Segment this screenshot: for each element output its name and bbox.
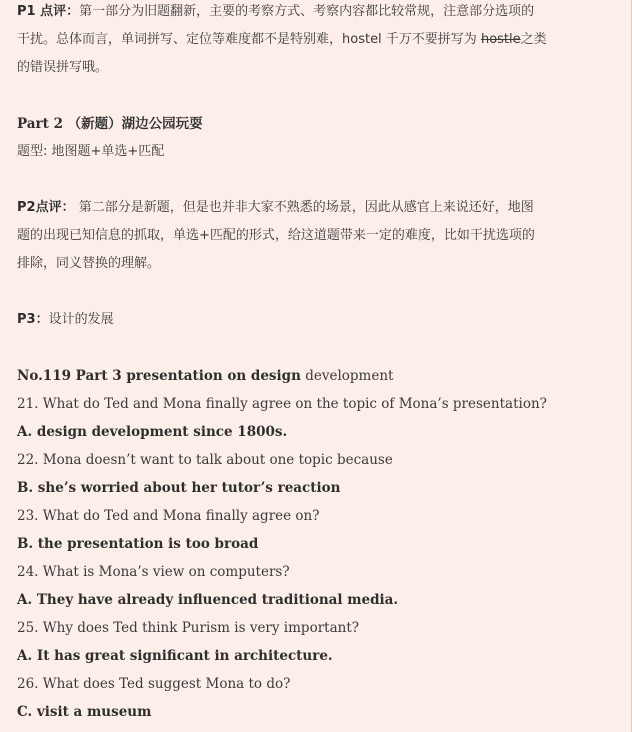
part2-type: 题型: 地图题+单选+匹配 [17, 144, 165, 159]
answer-26: C. visit a museum [17, 704, 152, 720]
p3-title: 设计的发展 [48, 312, 114, 327]
p2-line2: 题的出现已知信息的抓取，单选+匹配的形式，给这道题带来一定的难度，比如干扰选项的 [17, 228, 535, 243]
p1-label: P1 点评： [17, 4, 80, 19]
answer-23: B. the presentation is too broad [17, 536, 259, 552]
section-heading [17, 366, 622, 386]
p3-label: P3： [17, 312, 49, 327]
p1-line1 [17, 2, 622, 22]
p1-text-2-end: 之类 [520, 32, 547, 47]
p2-text-1: 第二部分是新题，但是也并非大家不熟悉的场景，因此从感官上来说还好，地图 [74, 200, 534, 215]
question-23: 23. What do Ted and Mona finally agree on? [17, 508, 320, 524]
question-25: 25. Why does Ted think Purism is very important? [17, 620, 359, 636]
p3-line [17, 310, 622, 330]
p1-text-3: 的错误拼写哦。 [17, 60, 109, 75]
p2-line1 [17, 198, 622, 218]
answer-21: A. design development since 1800s. [17, 424, 288, 440]
p1-text-2: 干扰。总体而言，单词拼写、定位等难度都不是特别难，hostel 千万不要拼写为 [17, 32, 481, 47]
question-22: 22. Mona doesn’t want to talk about one topic because [17, 452, 393, 468]
answer-24: A. They have already influenced traditional media. [17, 592, 399, 608]
section-heading-normal: development [300, 368, 394, 384]
answer-25: A. It has great significant in architecture. [17, 648, 333, 664]
section-heading-bold: No.119 Part 3 presentation on design [17, 368, 301, 384]
answer-22: B. she’s worried about her tutor’s reaction [17, 480, 341, 496]
p2-line3: 排除，同义替换的理解。 [17, 256, 161, 271]
question-26: 26. What does Ted suggest Mona to do? [17, 676, 291, 692]
p2-label: P2点评： [17, 200, 75, 215]
p1-line2 [17, 30, 622, 50]
question-21: 21. What do Ted and Mona finally agree on the topic of Mona’s presentation? [17, 396, 547, 412]
p1-strike-word: hostle [480, 32, 521, 47]
part2-title: Part 2 （新题）湖边公园玩耍 [17, 116, 203, 132]
p1-line3 [17, 58, 622, 78]
question-24: 24. What is Mona’s view on computers? [17, 564, 290, 580]
p1-text-1: 第一部分为旧题翻新，主要的考察方式、考察内容都比较常规，注意部分选项的 [79, 4, 535, 19]
